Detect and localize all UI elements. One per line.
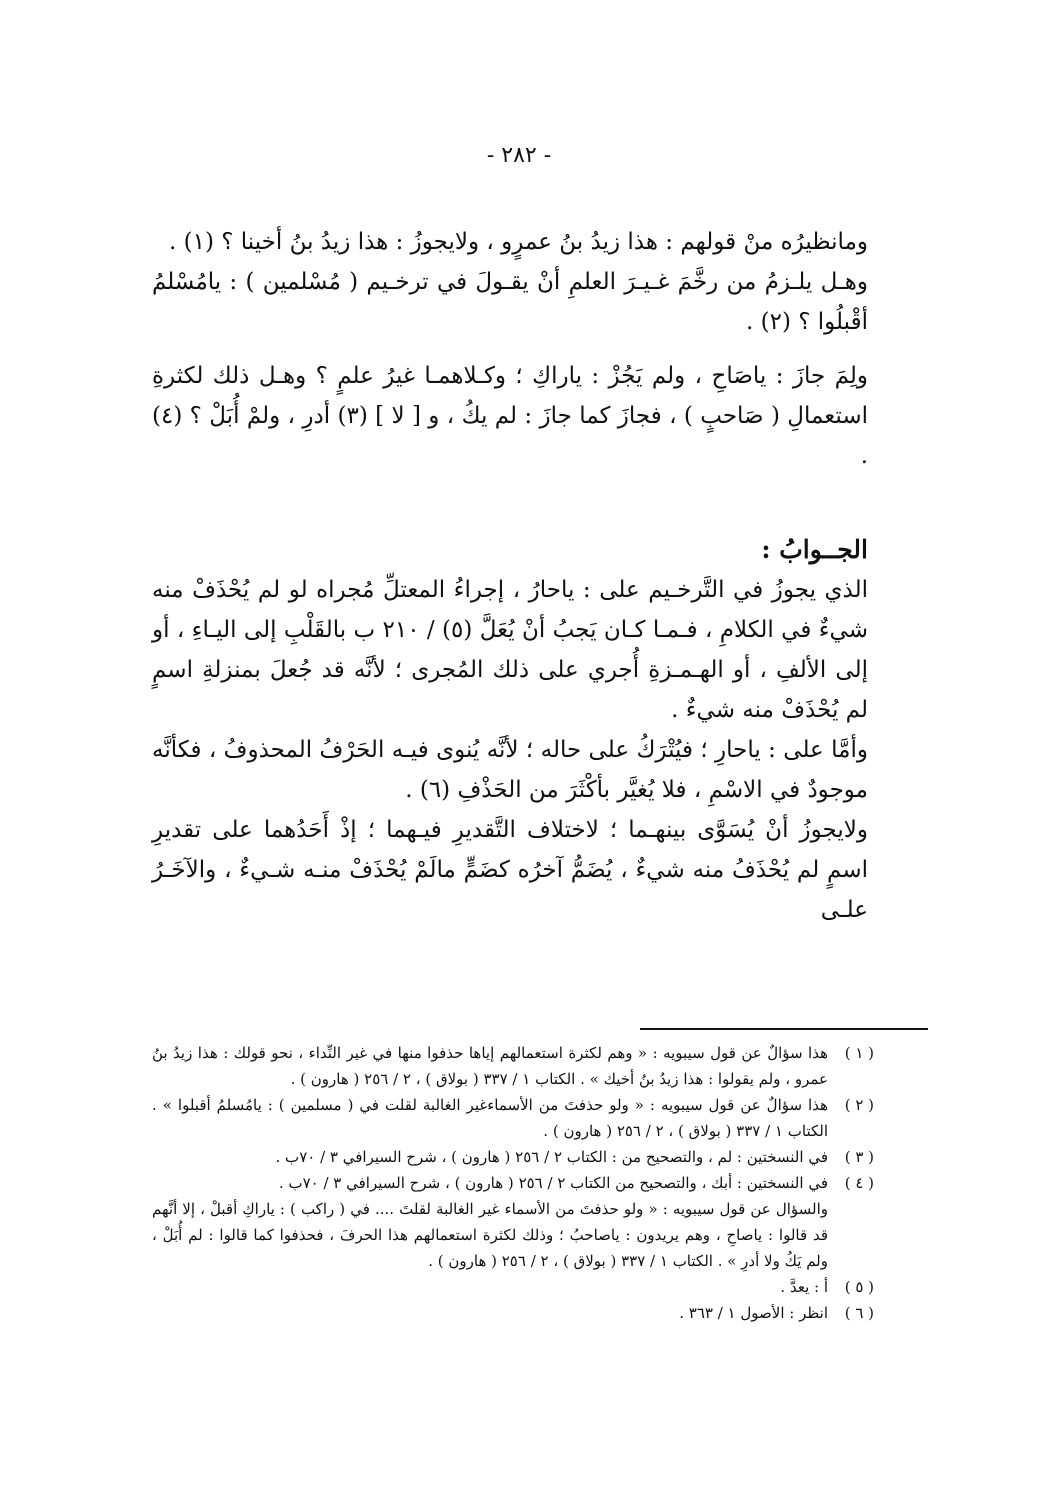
answer-paragraph: الذي يجوزُ في التَّرخـيم على : ياحارُ ، إجراءُ المعتلِّ مُجراه لو لم يُحْذَفْ منه شيءٌ في الكلامِ ، فـمـا كـان يَجبُ أنْ يُعَلَّ (٥) / ٢١٠ ب بالقَلْبِ إلى اليـاءِ ، أو إلى الألفِ ، أو الهـمـزةِ أُجري على ذلك المُجرى ؛ لأنَّه قد جُعلَ بمنزلةِ اسمٍ لم يُحْذَفْ منه شيءٌ . [152, 577, 868, 723]
footnote-number: ( ٤ ) [844, 1174, 874, 1192]
footnote [152, 1170, 874, 1196]
question-paragraph: وهـل يلـزمُ من رخَّمَ غـيـرَ العلمِ أنْ يقـولَ في ترخـيم ( مُسْلمين ) : يامُسْلمُ أقْبلُوا ؟ (٢) . [152, 269, 868, 335]
footnote [152, 1092, 874, 1144]
footnote-number: ( ٢ ) [844, 1096, 874, 1114]
footnote-text: في النسختين : أبك ، والتصحيح من الكتاب ٢ / ٢٥٦ ( هارون ) ، شرح السيرافي ٣ / ٧٠ب . [278, 1174, 828, 1192]
page-number: - ٢٨٢ - [486, 143, 552, 168]
footnote [152, 1300, 874, 1326]
answer-paragraph: وأمَّا على : ياحارِ ؛ فيُتْرَكُ على حاله ؛ لأنَّه يُنوى فيـه الحَرْفُ المحذوفُ ، فكأنَّه موجودٌ في الاسْمِ ، فلا يُغيَّر بأكْثَرَ من الحَذْفِ (٦) . [152, 737, 868, 803]
footnotes [152, 1040, 874, 1326]
footnote-divider [640, 1028, 928, 1030]
footnote-text: هذا سؤالٌ عن قول سيبويه : « وهم لكثرة استعمالهم إياها حذفوا منها في غير النِّداء ، نحو قولك : هذا زيدُ بنُ عمرو ، ولم يقولوا : هذا زيدُ بنُ أخيك » . الكتاب ١ / ٣٣٧ ( بولاق ) ، ٢ / ٢٥٦ ( هارون ) . [152, 1044, 828, 1088]
footnote-number: ( ٦ ) [844, 1304, 874, 1322]
footnote-continuation: والسؤال عن قول سيبويه : « ولو حذفتَ من الأسماء غير الغالبة لقلتَ .... في ( راكب ) : ياراكِ أقبلْ ، إلا أنَّهم قد قالوا : ياصاحِ ، وهم يريدون : ياصاحبُ ؛ وذلك لكثرة استعمالهم هذا الحرفَ ، فحذفوا كما قالوا : لم أُبَلْ ، ولم يَكُ ولا أدرِ » . الكتاب ١ / ٣٣٧ ( بولاق ) ، ٢ / ٢٥٦ ( هارون ) . [152, 1200, 828, 1270]
footnote-number: ( ١ ) [844, 1044, 874, 1062]
main-text [152, 222, 868, 930]
footnote-number: ( ٣ ) [844, 1148, 874, 1166]
footnote-text: هذا سؤالٌ عن قول سيبويه : « ولو حذفتَ من الأسماءغير الغالبة لقلت في ( مسلمين ) : يامُسلمُ أقبلوا » . الكتاب ١ / ٣٣٧ ( بولاق ) ، ٢ / ٢٥٦ ( هارون ) . [152, 1096, 828, 1140]
question-paragraph: ولِمَ جازَ : ياصَاحِ ، ولم يَجُزْ : ياراكِ ؛ وكـلاهمـا غيرُ علمٍ ؟ وهـل ذلك لكثرةِ استعمالِ ( صَاحبٍ ) ، فجازَ كما جازَ : لم يكُ ، و [ لا ] (٣) أدرِ ، ولمْ أُبَلْ ؟ (٤) . [152, 363, 868, 469]
answer-paragraph: ولايجوزُ أنْ يُسَوَّى بينهـما ؛ لاختلاف التَّقديرِ فيـهما ؛ إذْ أَحَدُهما على تقديرِ اسمٍ لم يُحْذَفُ منه شيءٌ ، يُضَمُّ آخرُه كضَمٍّ مالَمْ يُحْذَفْ منـه شـيءٌ ، والآخَـرُ علـى [152, 817, 868, 923]
footnote-text: انظر : الأصول ١ / ٣٦٣ . [679, 1304, 828, 1322]
footnote-text: أ : يعدَّ . [780, 1278, 828, 1296]
question-paragraph: ومانظيرُه منْ قولهم : هذا زيدُ بنُ عمرٍو ، ولايجوزُ : هذا زيدُ بنُ أخينا ؟ (١) . [169, 229, 868, 255]
footnote-number: ( ٥ ) [844, 1278, 874, 1296]
footnote [152, 1144, 874, 1170]
answer-heading: الجــوابُ : [761, 535, 868, 564]
footnote-text: في النسختين : لم ، والتصحيح من : الكتاب ٢ / ٢٥٦ ( هارون ) ، شرح السيرافي ٣ / ٧٠ب . [275, 1148, 828, 1166]
footnote [152, 1274, 874, 1300]
footnote [152, 1040, 874, 1092]
